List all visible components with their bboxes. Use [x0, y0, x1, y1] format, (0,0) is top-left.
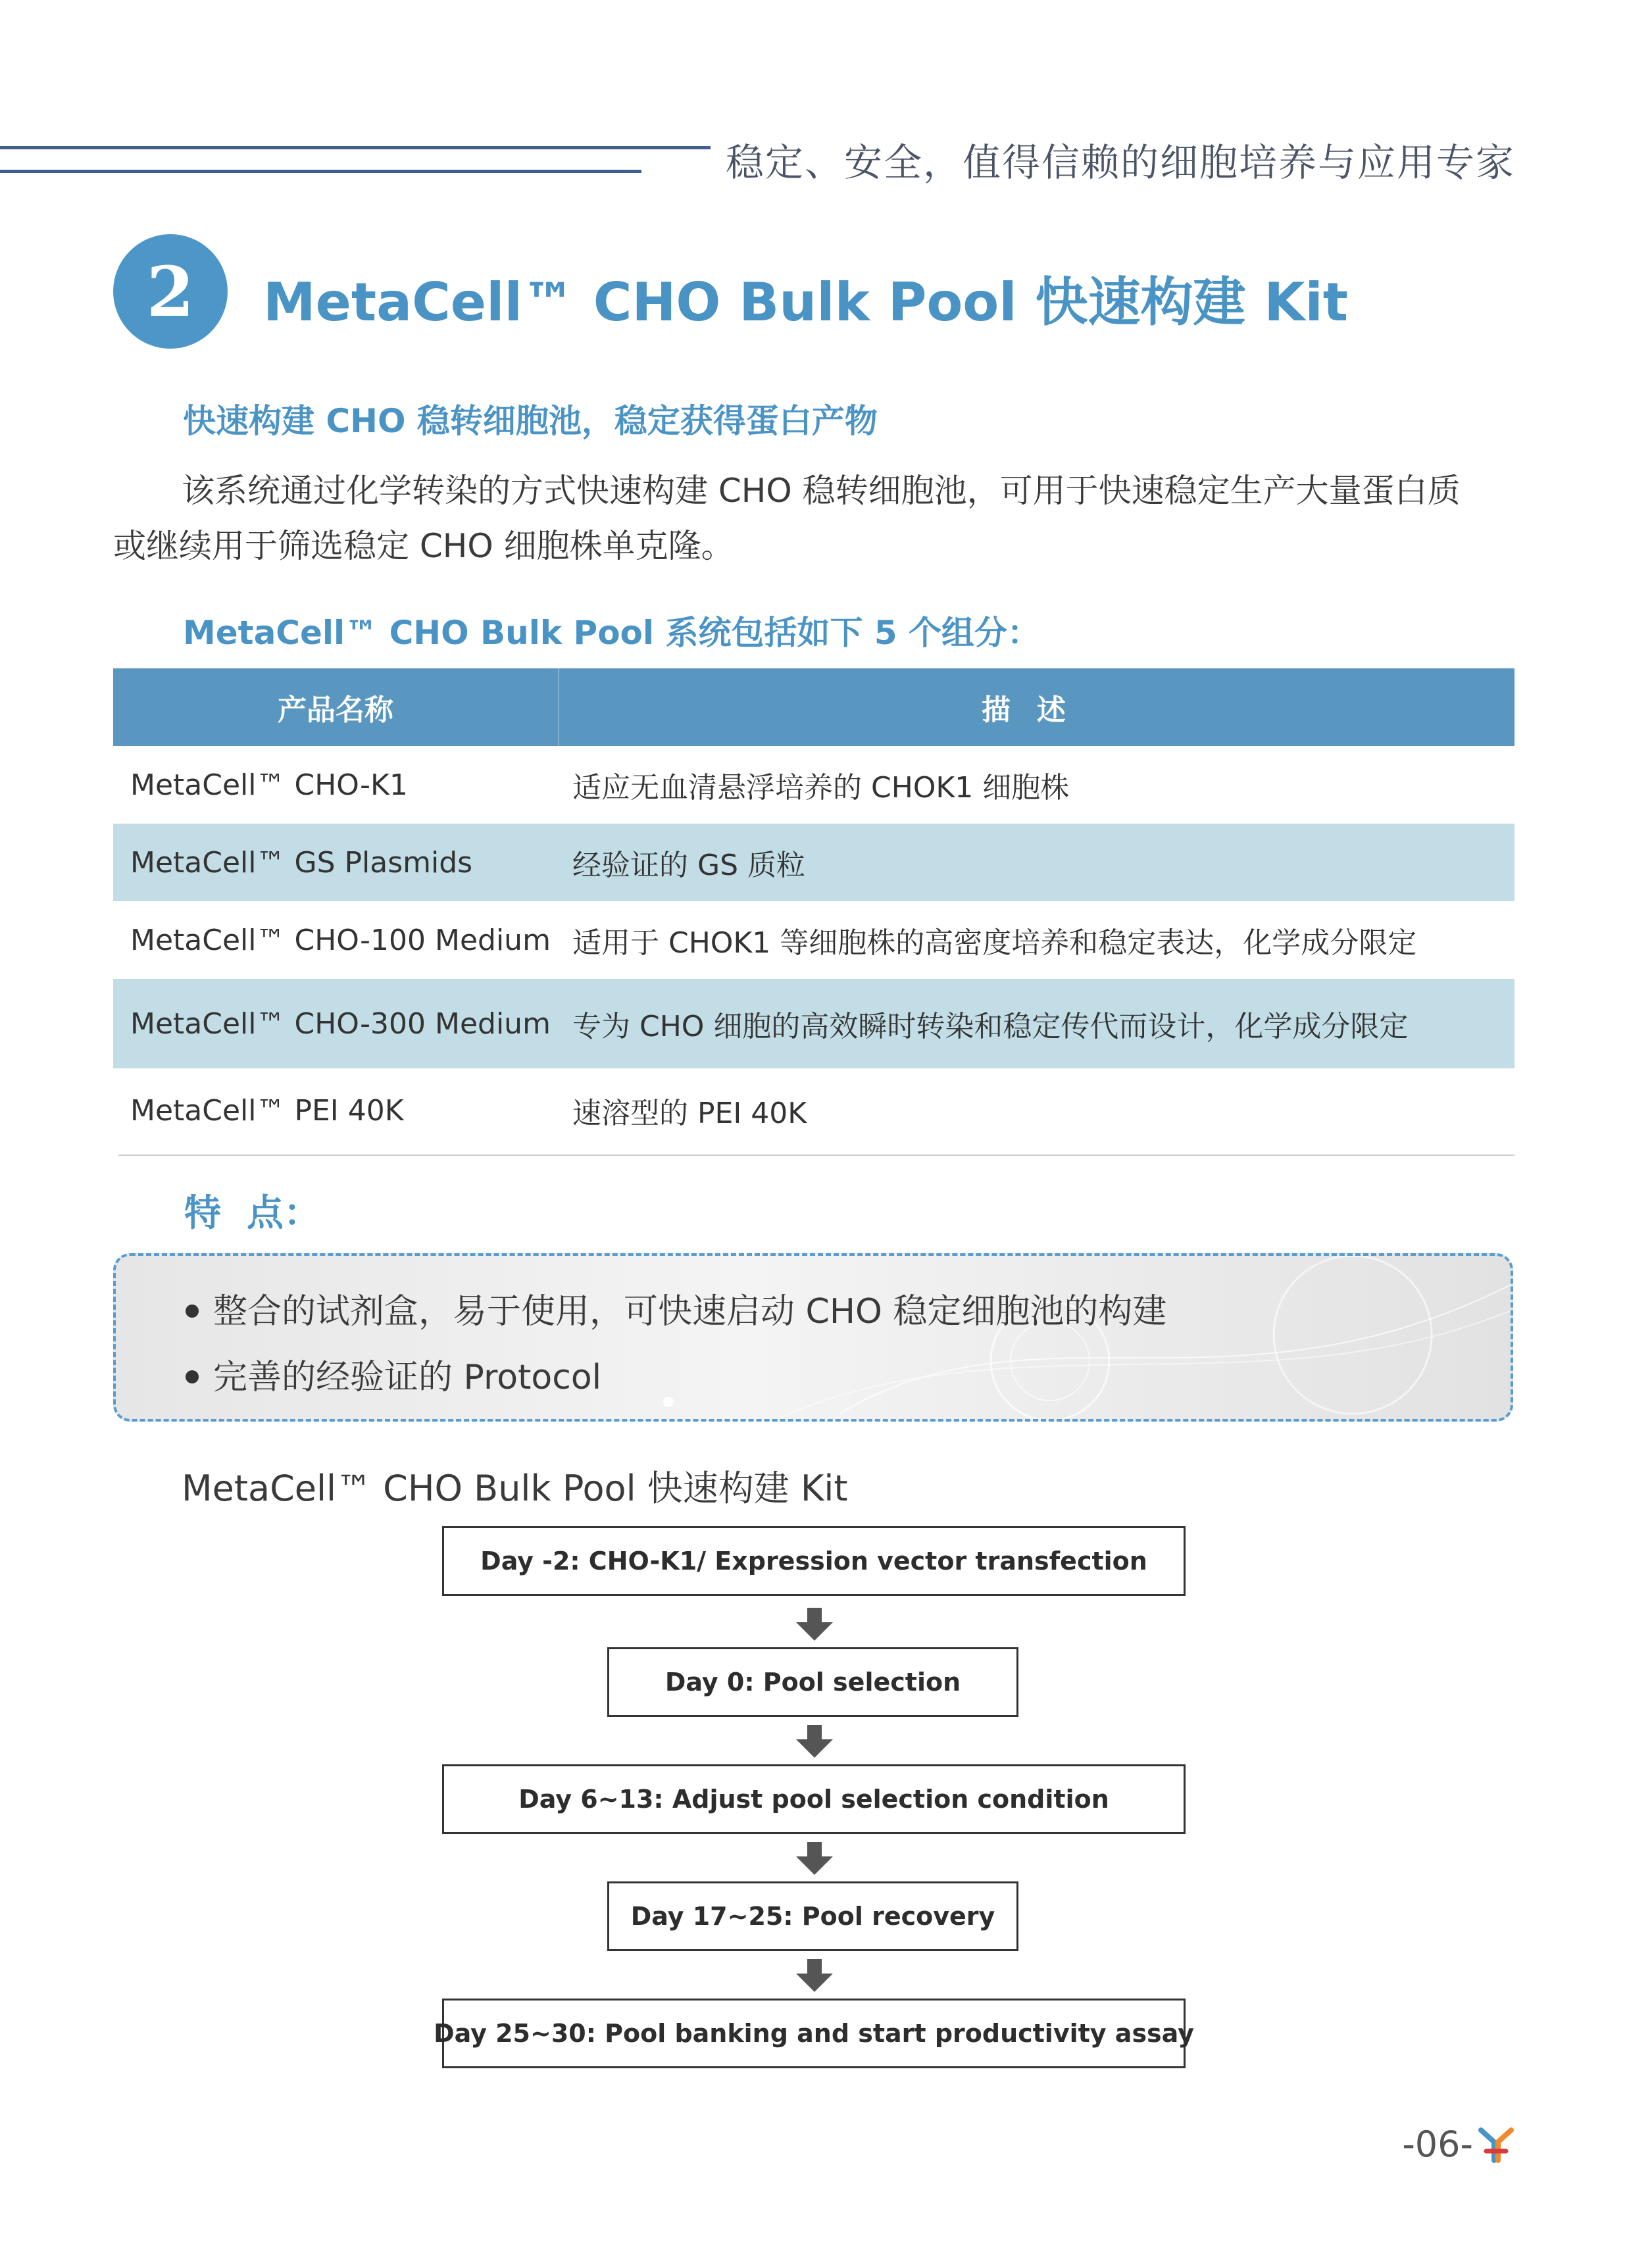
- arrow-down-icon: [796, 1725, 833, 1758]
- brand-logo-icon: [1477, 2125, 1515, 2163]
- page-number: -06-: [1402, 2124, 1473, 2165]
- feature-item: 整合的试剂盒，易于使用，可快速启动 CHO 稳定细胞池的构建: [186, 1283, 1166, 1333]
- column-header-description: 描述: [982, 693, 1092, 727]
- flow-step: Day 25~30: Pool banking and start productivity assay: [442, 1999, 1186, 2068]
- header-tagline: 稳定、安全，值得信赖的细胞培养与应用专家: [725, 140, 1515, 185]
- flow-step: Day 0: Pool selection: [607, 1647, 1018, 1717]
- product-description: 速溶型的 PEI 40K: [572, 1097, 807, 1130]
- header-rule-bottom: [0, 170, 641, 173]
- header-rule-top: [0, 146, 711, 149]
- feature-item: 完善的经验证的 Protocol: [186, 1349, 601, 1399]
- flow-step: Day -2: CHO-K1/ Expression vector transfection: [442, 1526, 1186, 1596]
- product-description: 经验证的 GS 质粒: [572, 849, 805, 882]
- flowchart-title: MetaCell™ CHO Bulk Pool 快速构建 Kit: [182, 1468, 848, 1509]
- arrow-down-icon: [796, 1842, 833, 1875]
- table-row: [113, 1068, 1514, 1153]
- features-heading: 特 点：: [184, 1192, 320, 1235]
- arrow-down-icon: [796, 1959, 833, 1992]
- table-row: [113, 979, 1514, 1068]
- product-name: MetaCell™ CHO-K1: [130, 768, 408, 802]
- table-row: [113, 746, 1514, 824]
- product-name: MetaCell™ CHO-100 Medium: [130, 923, 551, 957]
- arrow-down-icon: [796, 1608, 833, 1641]
- features-box: [113, 1253, 1513, 1422]
- bullet-icon: [186, 1304, 199, 1318]
- components-table: [113, 668, 1514, 1153]
- bullet-icon: [186, 1370, 199, 1383]
- product-name: MetaCell™ PEI 40K: [130, 1093, 404, 1128]
- table-row: [113, 901, 1514, 979]
- column-header-name: 产品名称: [113, 668, 559, 746]
- product-name: MetaCell™ CHO-300 Medium: [130, 1006, 551, 1041]
- table-bottom-rule: [118, 1155, 1514, 1156]
- table-row: [113, 824, 1514, 901]
- section-subtitle: 快速构建 CHO 稳转细胞池，稳定获得蛋白产物: [183, 402, 878, 440]
- flow-step: Day 17~25: Pool recovery: [607, 1881, 1018, 1951]
- table-header: [113, 668, 1514, 746]
- intro-line-1: 该系统通过化学转染的方式快速构建 CHO 稳转细胞池，可用于快速稳定生产大量蛋白质: [182, 472, 1461, 510]
- intro-line-2: 或继续用于筛选稳定 CHO 细胞株单克隆。: [113, 527, 734, 565]
- components-heading: MetaCell™ CHO Bulk Pool 系统包括如下 5 个组分：: [183, 614, 1041, 652]
- flow-step: Day 6~13: Adjust pool selection condition: [442, 1764, 1186, 1834]
- product-description: 专为 CHO 细胞的高效瞬时转染和稳定传代而设计，化学成分限定: [572, 1010, 1409, 1043]
- product-description: 适用于 CHOK1 等细胞株的高密度培养和稳定表达，化学成分限定: [572, 926, 1417, 960]
- section-title: MetaCell™ CHO Bulk Pool 快速构建 Kit: [263, 272, 1349, 333]
- product-name: MetaCell™ GS Plasmids: [130, 845, 473, 880]
- product-description: 适应无血清悬浮培养的 CHOK1 细胞株: [572, 771, 1070, 805]
- section-number-badge: 2: [113, 234, 228, 349]
